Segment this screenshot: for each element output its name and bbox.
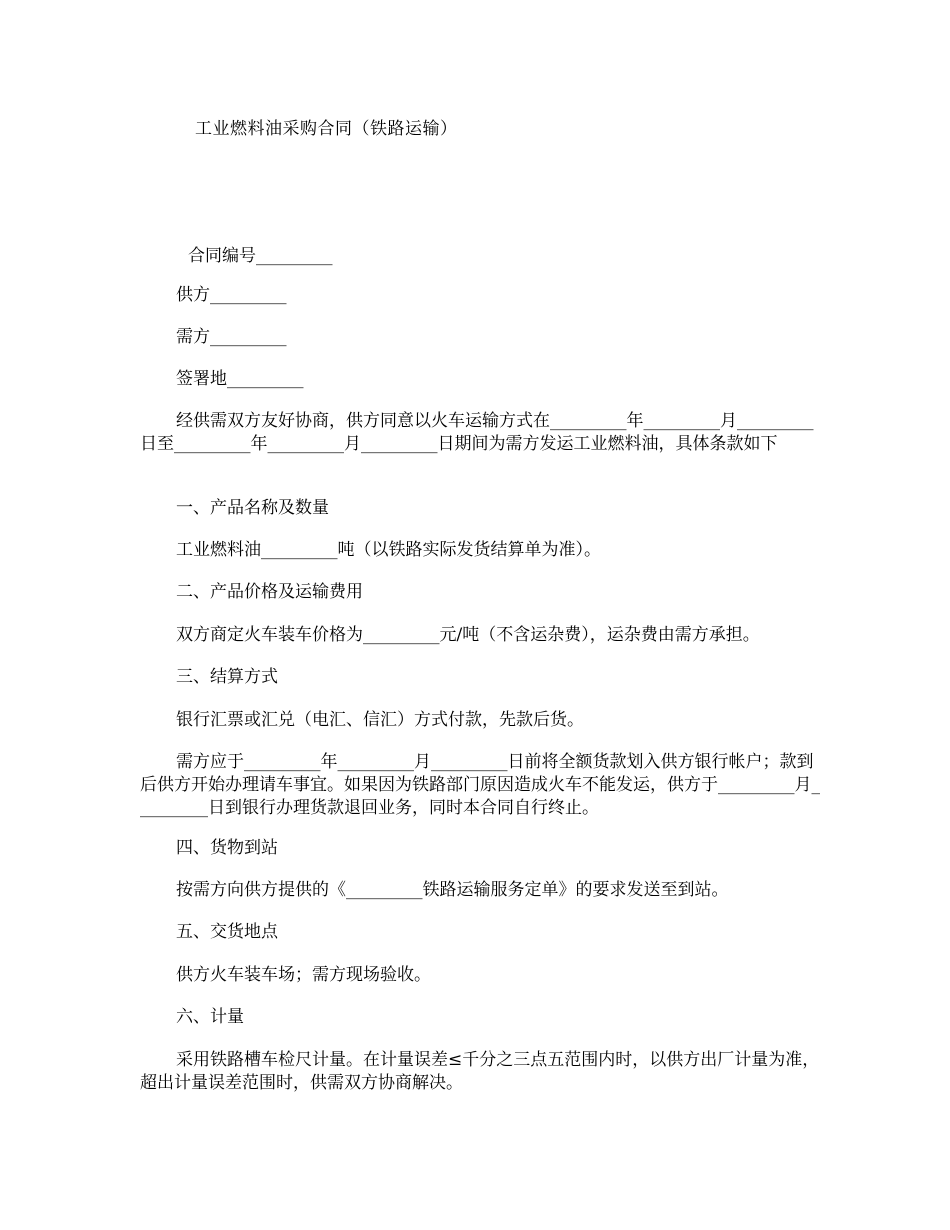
section-5-heading: 五、交货地点	[176, 922, 278, 942]
section-4-text: 按需方向供方提供的《_________铁路运输服务定单》的要求发送至到站。	[176, 880, 729, 900]
supplier-line: 供方_________	[176, 285, 287, 305]
section-2-heading: 二、产品价格及运输费用	[176, 582, 363, 602]
section-2-text: 双方商定火车装车价格为_________元/吨（不含运杂费），运杂费由需方承担。	[176, 625, 760, 645]
section-3-text-1: 银行汇票或汇兑（电汇、信汇）方式付款，先款后货。	[176, 710, 584, 730]
section-6-heading: 六、计量	[176, 1007, 244, 1027]
document-title: 工业燃料油采购合同（铁路运输）	[195, 119, 458, 139]
sign-place-line: 签署地_________	[176, 369, 304, 389]
section-6-text: 采用铁路槽车检尺计量。在计量误差≤千分之三点五范围内时，以供方出厂计量为准，超出计量误差范围时，供需双方协商解决。	[140, 1050, 820, 1093]
section-3-text-2: 需方应于_________年_________月_________日前将全额货款划入供方银行帐户；款到后供方开始办理请车事宜。如果因为铁路部门原因造成火车不能发运，供方于_________月_________日到银行办理货款退回业务，同时本合同自行终止。	[140, 752, 820, 818]
section-1-text: 工业燃料油_________吨（以铁路实际发货结算单为准）。	[176, 540, 601, 560]
section-4-heading: 四、货物到站	[176, 838, 278, 858]
section-3-heading: 三、结算方式	[176, 667, 278, 687]
section-5-text: 供方火车装车场；需方现场验收。	[176, 965, 431, 985]
contract-number-line: 合同编号_________	[188, 246, 333, 266]
intro-paragraph: 经供需双方友好协商，供方同意以火车运输方式在_________年_________月_________日至_________年_________月_________日期间为需方发运工业燃料油，具体条款如下	[140, 411, 814, 454]
buyer-line: 需方_________	[176, 327, 287, 347]
section-1-heading: 一、产品名称及数量	[176, 498, 329, 518]
